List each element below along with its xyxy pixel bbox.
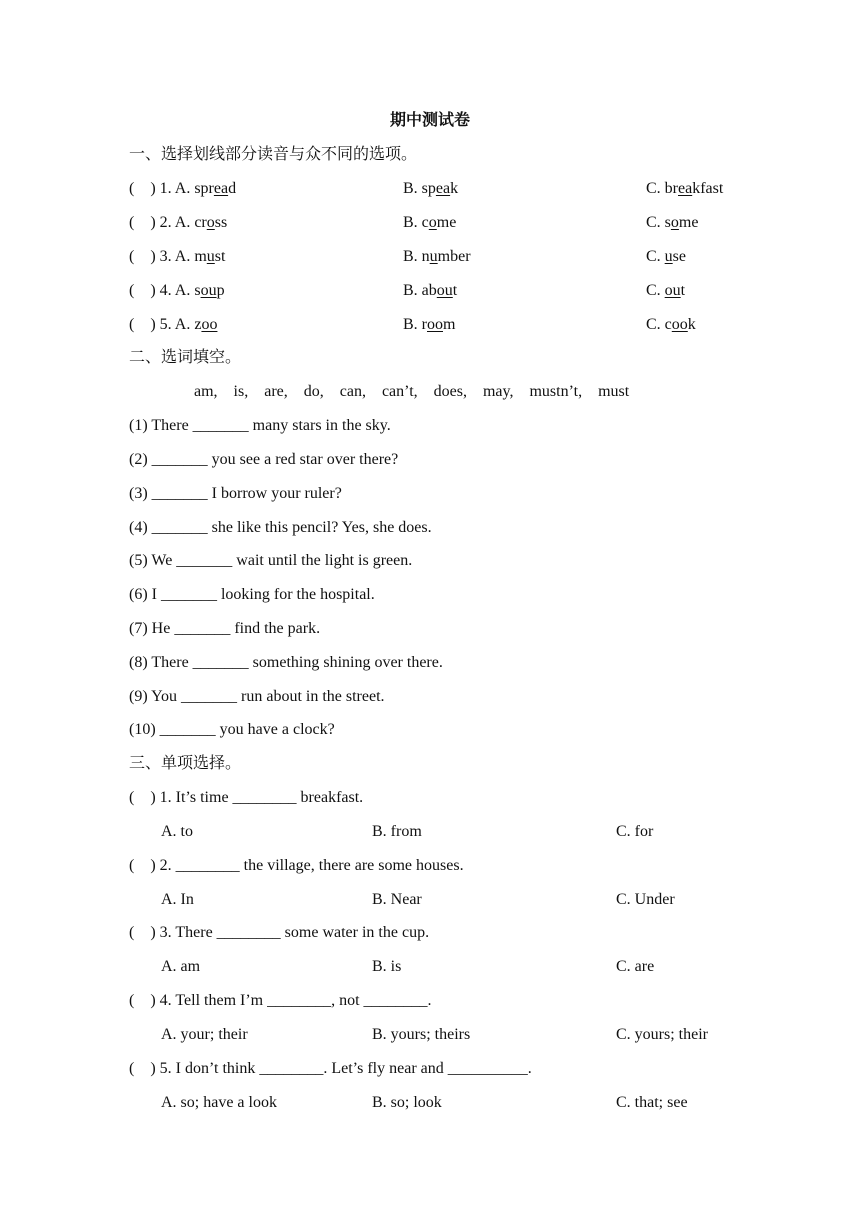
option-c: C. breakfast (646, 180, 724, 197)
option-a: A. In (161, 891, 194, 908)
option-b: B. about (403, 282, 458, 299)
option-b: B. so; look (372, 1094, 442, 1111)
fill-item: (3) _______ I borrow your ruler? (129, 485, 342, 502)
fill-item: (8) There _______ something shining over there. (129, 654, 443, 671)
option-a: A. so; have a look (161, 1094, 277, 1111)
option-a: ( ) 3. A. must (129, 248, 226, 265)
option-a: ( ) 5. A. zoo (129, 316, 218, 333)
fill-item: (10) _______ you have a clock? (129, 721, 335, 738)
option-c: C. are (616, 958, 655, 975)
option-a: ( ) 2. A. cross (129, 214, 228, 231)
option-b: B. number (403, 248, 471, 265)
section2-heading: 二、选词填空。 (129, 349, 242, 366)
option-c: C. Under (616, 891, 675, 908)
fill-item: (6) I _______ looking for the hospital. (129, 586, 375, 603)
option-c: C. use (646, 248, 686, 265)
fill-item: (1) There _______ many stars in the sky. (129, 417, 391, 434)
question-text: ( ) 1. It’s time ________ breakfast. (129, 789, 364, 806)
option-a: ( ) 4. A. soup (129, 282, 225, 299)
option-b: B. yours; theirs (372, 1026, 471, 1043)
option-a: A. am (161, 958, 201, 975)
option-c: C. that; see (616, 1094, 688, 1111)
fill-item: (4) _______ she like this pencil? Yes, she does. (129, 519, 432, 536)
option-c: C. for (616, 823, 654, 840)
option-a: A. your; their (161, 1026, 248, 1043)
page-title: 期中测试卷 (389, 112, 470, 129)
option-b: B. room (403, 316, 456, 333)
option-b: B. come (403, 214, 457, 231)
section1-heading: 一、选择划线部分读音与众不同的选项。 (129, 146, 418, 163)
option-b: B. is (372, 958, 402, 975)
word-bank: am, is, are, do, can, can’t, does, may, mustn’t, must (194, 383, 630, 400)
option-c: C. some (646, 214, 699, 231)
question-text: ( ) 3. There ________ some water in the cup. (129, 924, 430, 941)
option-b: B. Near (372, 891, 422, 908)
option-a: ( ) 1. A. spread (129, 180, 237, 197)
fill-item: (2) _______ you see a red star over there? (129, 451, 399, 468)
question-text: ( ) 2. ________ the village, there are some houses. (129, 857, 464, 874)
option-b: B. from (372, 823, 422, 840)
option-c: C. out (646, 282, 686, 299)
question-text: ( ) 4. Tell them I’m ________, not ________. (129, 992, 432, 1009)
fill-item: (7) He _______ find the park. (129, 620, 321, 637)
fill-item: (5) We _______ wait until the light is green. (129, 552, 413, 569)
option-c: C. yours; their (616, 1026, 708, 1043)
option-a: A. to (161, 823, 193, 840)
option-b: B. speak (403, 180, 459, 197)
section3-heading: 三、单项选择。 (129, 755, 242, 772)
option-c: C. cook (646, 316, 696, 333)
fill-item: (9) You _______ run about in the street. (129, 688, 385, 705)
question-text: ( ) 5. I don’t think ________. Let’s fly near and __________. (129, 1060, 532, 1077)
